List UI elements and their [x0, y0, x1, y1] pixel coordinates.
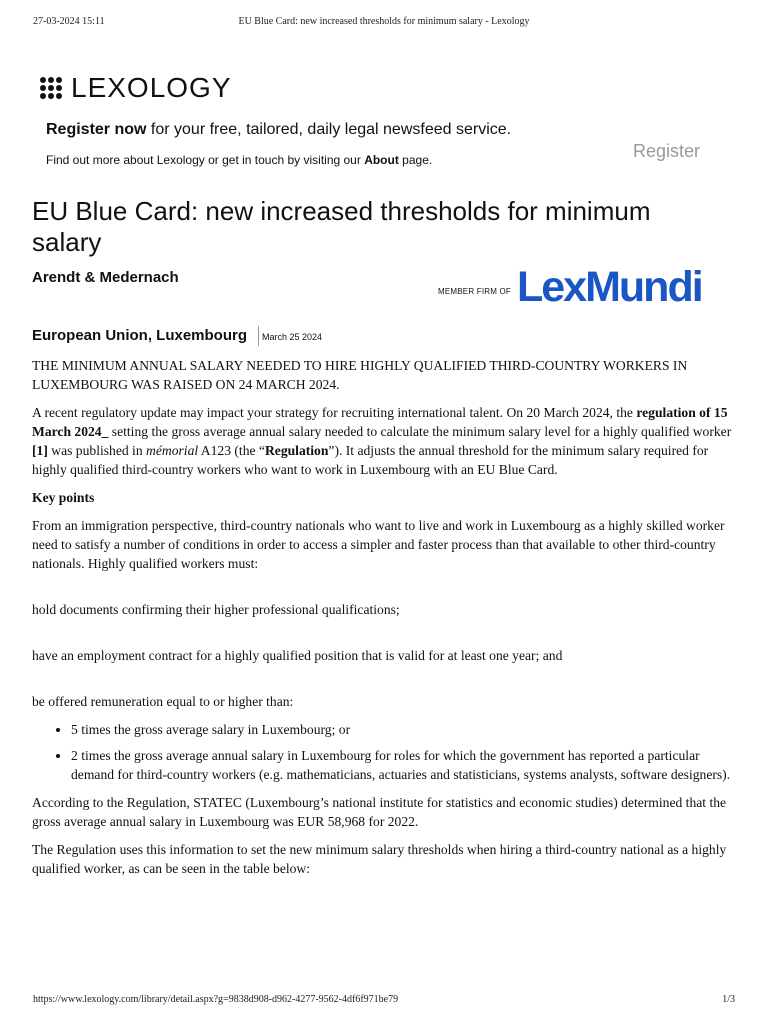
about-link[interactable]: About — [364, 153, 399, 167]
key-points-text: Key points — [32, 490, 95, 505]
p1-text-a: A recent regulatory update may impact your strategy for recruiting international talent. On 20 March 2024, the — [32, 405, 637, 420]
register-now-link[interactable]: Register now — [46, 121, 147, 138]
p1-text-g: A123 (the “ — [198, 443, 265, 458]
condition-qualifications: hold documents confirming their higher professional qualifications; — [32, 602, 400, 617]
lexology-logo[interactable] — [40, 74, 232, 102]
logo-dots-icon — [40, 77, 62, 99]
condition-contract: have an employment contract for a highly qualified position that is valid for at least one year; and — [32, 648, 563, 663]
paragraph-immigration: From an immigration perspective, third-country nationals who want to live and work in Luxembourg as a highly skilled worker need to satisfy a number of conditions in order to access a simpler and faster process than that available to other third-country nationals. Highly qualified workers must: — [32, 518, 725, 571]
p1-text-i: ”). It adjusts the annual threshold for the minimum salary required for highly qualified third-country workers who want to work in Luxembourg with an EU Blue Card. — [32, 443, 709, 477]
paragraph-thresholds: The Regulation uses this information to set the new minimum salary thresholds when hiring a third-country national as a highly qualified worker, as can be seen in the table below: — [32, 842, 727, 876]
p1-text-c: setting the gross average annual salary needed to calculate the minimum salary level for a highly qualified worker — [108, 424, 732, 439]
article-date: March 25 2024 — [262, 332, 323, 342]
remuneration-list — [32, 720, 736, 784]
list-item: • 2 times the gross average annual salary in Luxembourg for roles for which the government has reported a particular demand for third-country workers (e.g. mathematicians, actuaries and statisticians, systems analysts, software designers). — [71, 746, 736, 784]
register-button[interactable]: Register — [633, 141, 701, 161]
jurisdiction-divider — [258, 326, 259, 346]
spacer — [32, 628, 736, 646]
member-firm-label: MEMBER FIRM OF — [438, 287, 512, 296]
lexmundi-logo[interactable]: LexMundi — [517, 263, 702, 311]
find-out-post: page. — [398, 153, 433, 167]
paragraph-intro — [32, 403, 736, 479]
regulation-link[interactable]: regulation of 15 March 2024_ — [32, 405, 728, 439]
register-promo — [46, 121, 511, 139]
logo-text: LEXOLOGY — [71, 72, 232, 103]
lead-paragraph: THE MINIMUM ANNUAL SALARY NEEDED TO HIRE HIGHLY QUALIFIED THIRD-COUNTRY WORKERS IN LUXEMBOURG WAS RAISED ON 24 MARCH 2024. — [32, 358, 688, 392]
article-jurisdiction: European Union, Luxembourg — [32, 327, 248, 344]
footnote-ref[interactable]: [1] — [32, 443, 48, 458]
register-promo-text: for your free, tailored, daily legal newsfeed service. — [146, 121, 512, 138]
article-author[interactable]: Arendt & Medernach — [32, 269, 179, 286]
condition-remuneration: be offered remuneration equal to or higher than: — [32, 694, 294, 709]
spacer — [32, 674, 736, 692]
list-item: • 5 times the gross average salary in Luxembourg; or — [71, 720, 736, 739]
find-out-text — [46, 153, 432, 167]
p1-text-e: was published in — [47, 443, 147, 458]
find-out-pre: Find out more about Lexology or get in touch by visiting our — [46, 153, 365, 167]
spacer — [32, 582, 736, 600]
paragraph-statec: According to the Regulation, STATEC (Luxembourg’s national institute for statistics and economic studies) determined that the gross average annual salary in Luxembourg was EUR 58,968 for 2022. — [32, 795, 727, 829]
article-body — [32, 356, 736, 887]
p1-text-f: mémorial — [146, 443, 199, 458]
key-points-heading — [32, 488, 736, 507]
p1-text-h: Regulation — [264, 443, 329, 458]
article-title: EU Blue Card: new increased thresholds for minimum salary — [32, 196, 651, 257]
print-url: https://www.lexology.com/library/detail.aspx?g=9838d908-d962-4277-9562-4df6f971be79 — [33, 994, 399, 1005]
print-title: EU Blue Card: new increased thresholds for minimum salary - Lexology — [238, 16, 530, 27]
print-date: 27-03-2024 15:11 — [33, 16, 105, 27]
page-number: 1/3 — [722, 994, 735, 1005]
